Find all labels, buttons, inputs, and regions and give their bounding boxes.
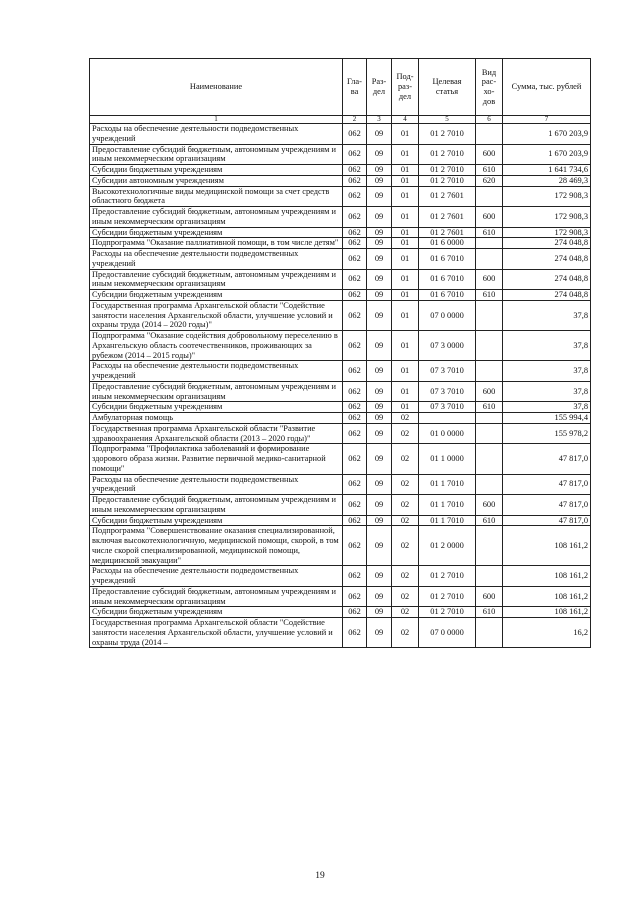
row-sum: 28 469,3: [503, 175, 591, 186]
row-name: Субсидии бюджетным учреждениям: [90, 607, 343, 618]
row-target-article: 07 3 7010: [419, 402, 476, 413]
row-name: Высокотехнологичные виды медицинской помощи за счет средств областного бюджета: [90, 186, 343, 207]
row-glava: 062: [343, 495, 367, 516]
row-sum: 47 817,0: [503, 515, 591, 526]
row-expense-type: [476, 526, 503, 566]
row-sum: 37,8: [503, 361, 591, 382]
row-glava: 062: [343, 165, 367, 176]
header-target: Целевая статья: [419, 59, 476, 116]
row-glava: 062: [343, 607, 367, 618]
row-razdel: 09: [367, 402, 392, 413]
row-name: Предоставление субсидий бюджетным, автономным учреждениям и иным некоммерческим организациям: [90, 381, 343, 402]
table-row: [90, 515, 591, 526]
row-expense-type: 600: [476, 144, 503, 165]
row-razdel: 09: [367, 300, 392, 330]
row-razdel: 09: [367, 566, 392, 587]
row-name: Субсидии бюджетным учреждениям: [90, 515, 343, 526]
table-row: [90, 566, 591, 587]
row-razdel: 09: [367, 124, 392, 145]
page-number: 19: [315, 871, 325, 881]
row-glava: 062: [343, 290, 367, 301]
column-number-row: [90, 116, 591, 124]
row-name: Государственная программа Архангельской области "Развитие здравоохранения Архангельской области (2013 – 2020 годы)": [90, 423, 343, 444]
row-name: Предоставление субсидий бюджетным, автономным учреждениям и иным некоммерческим организациям: [90, 207, 343, 228]
row-podrazdel: 02: [392, 413, 419, 424]
row-target-article: 01 2 7010: [419, 566, 476, 587]
row-glava: 062: [343, 402, 367, 413]
row-glava: 062: [343, 474, 367, 495]
row-expense-type: 610: [476, 290, 503, 301]
row-expense-type: 610: [476, 227, 503, 238]
row-razdel: 09: [367, 474, 392, 495]
row-expense-type: 610: [476, 607, 503, 618]
row-expense-type: 600: [476, 495, 503, 516]
row-sum: 47 817,0: [503, 474, 591, 495]
row-podrazdel: 01: [392, 300, 419, 330]
table-row: [90, 207, 591, 228]
row-expense-type: 600: [476, 586, 503, 607]
row-name: Предоставление субсидий бюджетным, автономным учреждениям и иным некоммерческим организациям: [90, 586, 343, 607]
row-glava: 062: [343, 124, 367, 145]
row-podrazdel: 02: [392, 444, 419, 474]
table-row: [90, 526, 591, 566]
row-sum: 274 048,8: [503, 238, 591, 249]
row-target-article: 01 0 0000: [419, 423, 476, 444]
row-target-article: [419, 413, 476, 424]
row-razdel: 09: [367, 175, 392, 186]
row-podrazdel: 01: [392, 249, 419, 270]
table-row: [90, 165, 591, 176]
row-razdel: 09: [367, 413, 392, 424]
column-number: 4: [392, 116, 419, 124]
budget-document: [89, 58, 590, 648]
row-name: Субсидии бюджетным учреждениям: [90, 402, 343, 413]
row-sum: 172 908,3: [503, 227, 591, 238]
row-sum: 37,8: [503, 402, 591, 413]
header-razdel: Раз-дел: [367, 59, 392, 116]
row-sum: 108 161,2: [503, 526, 591, 566]
row-expense-type: [476, 238, 503, 249]
row-glava: 062: [343, 423, 367, 444]
row-podrazdel: 02: [392, 423, 419, 444]
row-razdel: 09: [367, 227, 392, 238]
row-glava: 062: [343, 238, 367, 249]
table-row: [90, 269, 591, 290]
header-name: Наименование: [90, 59, 343, 116]
row-razdel: 09: [367, 444, 392, 474]
table-row: [90, 607, 591, 618]
table-row: [90, 474, 591, 495]
row-name: Субсидии бюджетным учреждениям: [90, 165, 343, 176]
column-number: 7: [503, 116, 591, 124]
row-podrazdel: 01: [392, 207, 419, 228]
row-glava: 062: [343, 515, 367, 526]
row-razdel: 09: [367, 269, 392, 290]
row-expense-type: [476, 444, 503, 474]
row-razdel: 09: [367, 526, 392, 566]
table-row: [90, 290, 591, 301]
row-podrazdel: 01: [392, 124, 419, 145]
row-sum: 37,8: [503, 381, 591, 402]
row-glava: 062: [343, 186, 367, 207]
row-glava: 062: [343, 227, 367, 238]
row-sum: 37,8: [503, 331, 591, 361]
table-row: [90, 618, 591, 648]
row-razdel: 09: [367, 586, 392, 607]
row-glava: 062: [343, 413, 367, 424]
row-target-article: 01 2 0000: [419, 526, 476, 566]
row-name: Предоставление субсидий бюджетным, автономным учреждениям и иным некоммерческим организациям: [90, 495, 343, 516]
row-sum: 172 908,3: [503, 186, 591, 207]
row-target-article: 01 2 7601: [419, 186, 476, 207]
row-expense-type: [476, 618, 503, 648]
row-expense-type: [476, 474, 503, 495]
table-row: [90, 175, 591, 186]
row-target-article: 07 0 0000: [419, 300, 476, 330]
row-razdel: 09: [367, 165, 392, 176]
row-name: Государственная программа Архангельской области "Содействие занятости населения Архангельской области, улучшение условий и охраны труда (2014 –: [90, 618, 343, 648]
row-target-article: 01 2 7601: [419, 227, 476, 238]
row-name: Субсидии бюджетным учреждениям: [90, 290, 343, 301]
row-podrazdel: 02: [392, 566, 419, 587]
header-sum: Сумма, тыс. рублей: [503, 59, 591, 116]
row-razdel: 09: [367, 515, 392, 526]
row-sum: 172 908,3: [503, 207, 591, 228]
row-expense-type: [476, 413, 503, 424]
row-name: Расходы на обеспечение деятельности подведомственных учреждений: [90, 361, 343, 382]
row-target-article: 01 1 7010: [419, 474, 476, 495]
row-podrazdel: 01: [392, 175, 419, 186]
row-expense-type: 620: [476, 175, 503, 186]
row-target-article: 01 2 7010: [419, 175, 476, 186]
row-podrazdel: 02: [392, 586, 419, 607]
table-row: [90, 586, 591, 607]
row-podrazdel: 02: [392, 618, 419, 648]
row-razdel: 09: [367, 618, 392, 648]
row-razdel: 09: [367, 607, 392, 618]
row-glava: 062: [343, 249, 367, 270]
row-target-article: 01 2 7010: [419, 165, 476, 176]
row-expense-type: [476, 249, 503, 270]
row-razdel: 09: [367, 290, 392, 301]
table-row: [90, 444, 591, 474]
table-row: [90, 186, 591, 207]
row-razdel: 09: [367, 495, 392, 516]
budget-table: [89, 58, 591, 648]
row-target-article: 01 2 7010: [419, 144, 476, 165]
row-name: Субсидии автономным учреждениям: [90, 175, 343, 186]
row-glava: 062: [343, 618, 367, 648]
table-row: [90, 423, 591, 444]
table-row: [90, 144, 591, 165]
row-podrazdel: 01: [392, 144, 419, 165]
row-target-article: 01 6 7010: [419, 290, 476, 301]
table-row: [90, 249, 591, 270]
column-number: 5: [419, 116, 476, 124]
row-sum: 274 048,8: [503, 249, 591, 270]
row-expense-type: 610: [476, 165, 503, 176]
row-target-article: 01 2 7010: [419, 607, 476, 618]
row-name: Подпрограмма "Совершенствование оказания специализированной, включая высокотехнологичную, медицинской помощи, скорой, в том числе скорой специализированной, медицинской помощи, медицинской эвакуации": [90, 526, 343, 566]
row-expense-type: [476, 124, 503, 145]
row-target-article: 01 1 0000: [419, 444, 476, 474]
row-sum: 274 048,8: [503, 290, 591, 301]
row-podrazdel: 01: [392, 269, 419, 290]
row-sum: 47 817,0: [503, 495, 591, 516]
column-number: 6: [476, 116, 503, 124]
row-razdel: 09: [367, 381, 392, 402]
row-glava: 062: [343, 526, 367, 566]
row-name: Расходы на обеспечение деятельности подведомственных учреждений: [90, 124, 343, 145]
row-sum: 108 161,2: [503, 607, 591, 618]
row-name: Предоставление субсидий бюджетным, автономным учреждениям и иным некоммерческим организациям: [90, 144, 343, 165]
table-row: [90, 381, 591, 402]
row-name: Амбулаторная помощь: [90, 413, 343, 424]
row-name: Государственная программа Архангельской области "Содействие занятости населения Архангельской области, улучшение условий и охраны труда (2014 – 2020 годы)": [90, 300, 343, 330]
row-expense-type: [476, 361, 503, 382]
column-number: 1: [90, 116, 343, 124]
row-podrazdel: 01: [392, 165, 419, 176]
row-glava: 062: [343, 331, 367, 361]
row-target-article: 01 6 7010: [419, 269, 476, 290]
row-podrazdel: 01: [392, 238, 419, 249]
row-expense-type: 600: [476, 269, 503, 290]
row-podrazdel: 02: [392, 607, 419, 618]
header-glava: Гла-ва: [343, 59, 367, 116]
row-razdel: 09: [367, 186, 392, 207]
row-sum: 1 641 734,6: [503, 165, 591, 176]
row-razdel: 09: [367, 249, 392, 270]
row-sum: 155 978,2: [503, 423, 591, 444]
table-row: [90, 300, 591, 330]
row-target-article: 01 2 7601: [419, 207, 476, 228]
row-razdel: 09: [367, 331, 392, 361]
row-expense-type: 610: [476, 515, 503, 526]
row-target-article: 01 1 7010: [419, 495, 476, 516]
row-glava: 062: [343, 444, 367, 474]
row-target-article: 07 3 7010: [419, 361, 476, 382]
table-row: [90, 402, 591, 413]
row-sum: 16,2: [503, 618, 591, 648]
row-podrazdel: 01: [392, 402, 419, 413]
row-name: Расходы на обеспечение деятельности подведомственных учреждений: [90, 249, 343, 270]
row-podrazdel: 02: [392, 526, 419, 566]
row-target-article: 01 6 7010: [419, 249, 476, 270]
row-podrazdel: 01: [392, 186, 419, 207]
row-podrazdel: 01: [392, 381, 419, 402]
row-razdel: 09: [367, 207, 392, 228]
row-target-article: 01 2 7010: [419, 124, 476, 145]
row-expense-type: 600: [476, 381, 503, 402]
row-podrazdel: 01: [392, 361, 419, 382]
row-razdel: 09: [367, 423, 392, 444]
row-name: Расходы на обеспечение деятельности подведомственных учреждений: [90, 474, 343, 495]
row-glava: 062: [343, 207, 367, 228]
header-podrazdel: Под-раз-дел: [392, 59, 419, 116]
row-target-article: 07 0 0000: [419, 618, 476, 648]
row-expense-type: 610: [476, 402, 503, 413]
table-row: [90, 238, 591, 249]
column-number: 2: [343, 116, 367, 124]
row-target-article: 01 6 0000: [419, 238, 476, 249]
table-row: [90, 413, 591, 424]
row-sum: 1 670 203,9: [503, 144, 591, 165]
row-glava: 062: [343, 175, 367, 186]
header-vid: Вид рас-хо-дов: [476, 59, 503, 116]
row-sum: 274 048,8: [503, 269, 591, 290]
row-expense-type: [476, 331, 503, 361]
row-sum: 108 161,2: [503, 586, 591, 607]
row-name: Подпрограмма "Профилактика заболеваний и формирование здорового образа жизни. Развитие первичной медико-санитарной помощи": [90, 444, 343, 474]
row-name: Субсидии бюджетным учреждениям: [90, 227, 343, 238]
table-body: [90, 124, 591, 648]
row-sum: 155 994,4: [503, 413, 591, 424]
row-podrazdel: 01: [392, 290, 419, 301]
row-glava: 062: [343, 586, 367, 607]
row-podrazdel: 02: [392, 474, 419, 495]
table-header-row: [90, 59, 591, 116]
row-name: Подпрограмма "Оказание содействия добровольному переселению в Архангельскую область соотечественников, проживающих за рубежом (2014 – 2015 годы)": [90, 331, 343, 361]
row-razdel: 09: [367, 361, 392, 382]
table-row: [90, 227, 591, 238]
row-name: Подпрограмма "Оказание паллиативной помощи, в том числе детям": [90, 238, 343, 249]
row-sum: 47 817,0: [503, 444, 591, 474]
row-expense-type: [476, 423, 503, 444]
row-glava: 062: [343, 361, 367, 382]
column-number: 3: [367, 116, 392, 124]
row-name: Предоставление субсидий бюджетным, автономным учреждениям и иным некоммерческим организациям: [90, 269, 343, 290]
table-row: [90, 361, 591, 382]
row-glava: 062: [343, 381, 367, 402]
row-podrazdel: 02: [392, 495, 419, 516]
row-razdel: 09: [367, 238, 392, 249]
row-glava: 062: [343, 300, 367, 330]
row-glava: 062: [343, 269, 367, 290]
row-expense-type: [476, 566, 503, 587]
row-target-article: 01 1 7010: [419, 515, 476, 526]
table-row: [90, 495, 591, 516]
row-expense-type: [476, 300, 503, 330]
row-sum: 37,8: [503, 300, 591, 330]
row-sum: 1 670 203,9: [503, 124, 591, 145]
row-podrazdel: 01: [392, 331, 419, 361]
row-podrazdel: 01: [392, 227, 419, 238]
row-glava: 062: [343, 144, 367, 165]
row-target-article: 07 3 7010: [419, 381, 476, 402]
table-row: [90, 331, 591, 361]
row-glava: 062: [343, 566, 367, 587]
table-row: [90, 124, 591, 145]
row-name: Расходы на обеспечение деятельности подведомственных учреждений: [90, 566, 343, 587]
row-expense-type: 600: [476, 207, 503, 228]
row-sum: 108 161,2: [503, 566, 591, 587]
row-target-article: 01 2 7010: [419, 586, 476, 607]
row-expense-type: [476, 186, 503, 207]
row-target-article: 07 3 0000: [419, 331, 476, 361]
row-razdel: 09: [367, 144, 392, 165]
row-podrazdel: 02: [392, 515, 419, 526]
